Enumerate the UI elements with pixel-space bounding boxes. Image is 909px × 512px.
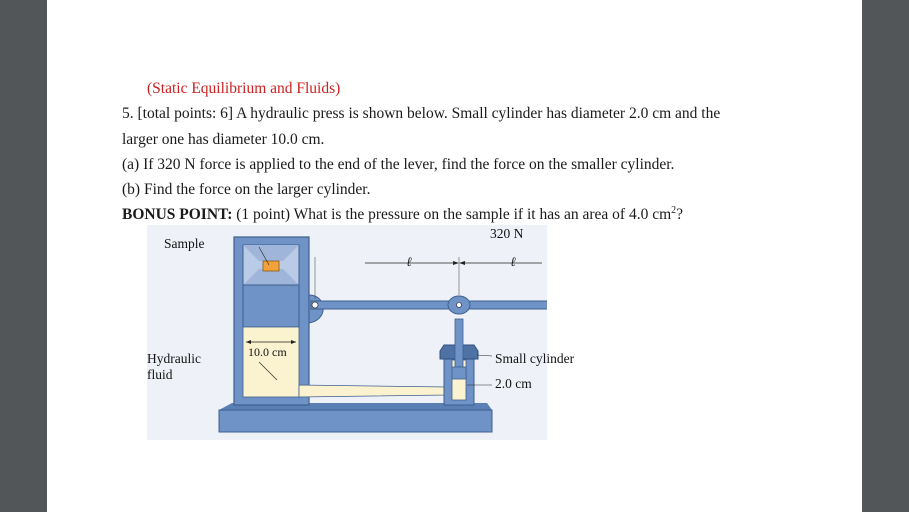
- connecting-pipe: [299, 385, 447, 397]
- sample-block: [263, 261, 279, 271]
- large-cylinder-fluid: [243, 327, 299, 397]
- fluid-label-1: Hydraulic: [147, 351, 201, 366]
- lever-joint-pin: [457, 303, 462, 308]
- small-piston: [452, 367, 466, 379]
- bonus-label: BONUS POINT:: [122, 206, 233, 224]
- small-diameter-label: 2.0 cm: [495, 376, 532, 391]
- bonus-superscript: 2: [671, 205, 677, 216]
- small-cylinder-label: Small cylinder: [495, 351, 575, 366]
- hydraulic-press-figure: [147, 225, 575, 440]
- pivot-pin: [312, 302, 318, 308]
- fluid-label-2: fluid: [147, 367, 173, 382]
- part-a: (a) If 320 N force is applied to the end of the lever, find the force on the smaller cylinder.: [122, 156, 675, 173]
- press-base: [219, 410, 492, 432]
- small-piston-rod: [455, 319, 463, 367]
- force-label: 320 N: [490, 226, 524, 241]
- lever-arm-outer: [467, 301, 547, 309]
- lever-length-label-2: ℓ: [510, 254, 516, 269]
- problem-line-2: larger one has diameter 10.0 cm.: [122, 131, 325, 148]
- bonus-text: (1 point) What is the pressure on the sample if it has an area of 4.0 cm: [232, 206, 672, 224]
- document-page: [47, 0, 862, 512]
- large-diameter-label: 10.0 cm: [248, 345, 287, 359]
- section-heading: (Static Equilibrium and Fluids): [147, 80, 341, 97]
- lever-length-label-1: ℓ: [406, 254, 412, 269]
- hydraulic-press-diagram: [147, 225, 547, 440]
- bonus-question: [122, 205, 683, 224]
- large-piston: [243, 285, 299, 327]
- problem-line-1: 5. [total points: 6] A hydraulic press is shown below. Small cylinder has diameter 2.0 cm and the: [122, 105, 721, 122]
- sample-label: Sample: [164, 236, 205, 251]
- bonus-end: ?: [676, 206, 684, 224]
- part-b: (b) Find the force on the larger cylinder.: [122, 181, 371, 198]
